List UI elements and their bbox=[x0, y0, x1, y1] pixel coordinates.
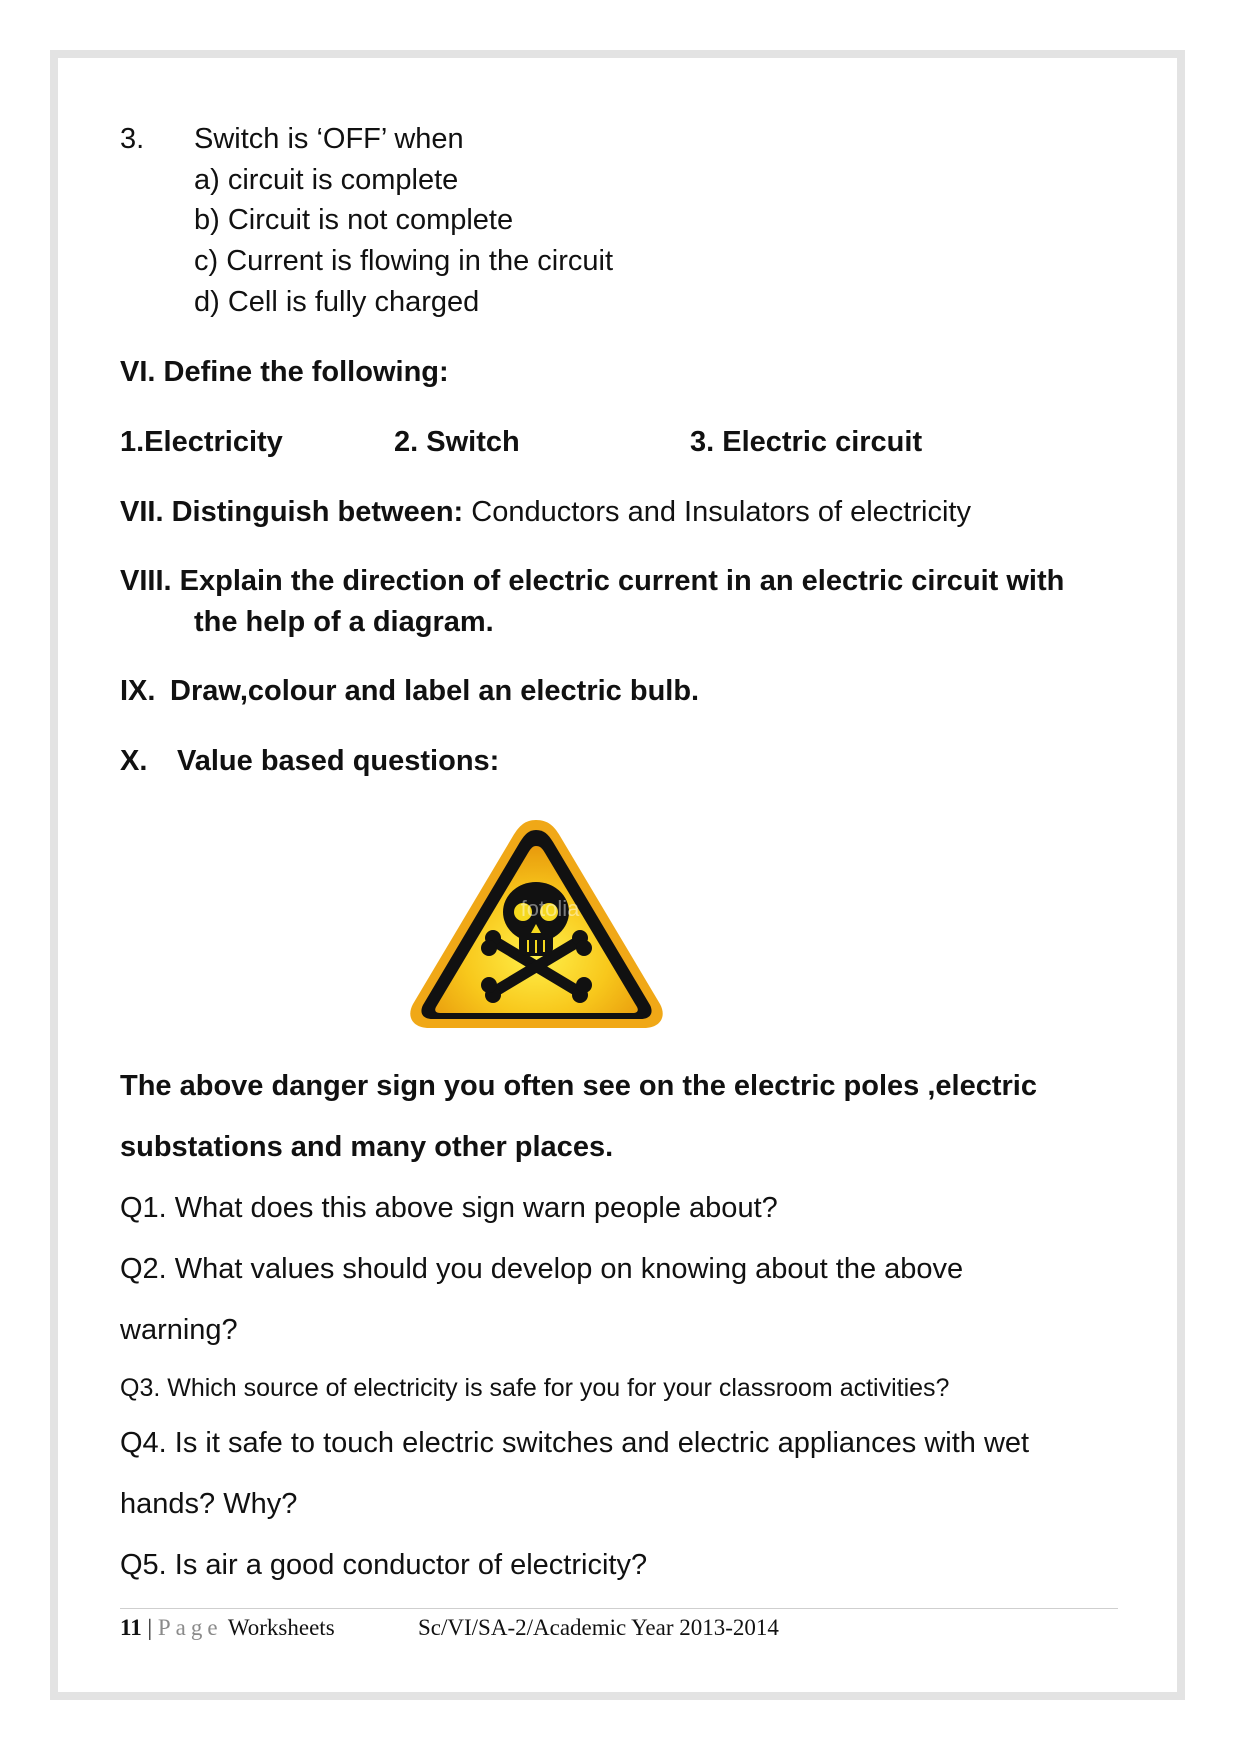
footer-reference: Sc/VI/SA-2/Academic Year 2013-2014 bbox=[418, 1615, 779, 1640]
option-d: d) Cell is fully charged bbox=[194, 286, 480, 318]
skull-crossbones-warning-icon bbox=[404, 814, 669, 1034]
question-q4-line1: Q4. Is it safe to touch electric switches and electric appliances with wet bbox=[120, 1427, 1030, 1459]
section-vi-heading: VI. Define the following: bbox=[120, 356, 449, 388]
page-number: 11 bbox=[120, 1615, 142, 1640]
footer-doc-title: Worksheets bbox=[227, 1615, 335, 1640]
watermark-text: fotolia bbox=[520, 896, 580, 921]
option-a: a) circuit is complete bbox=[194, 164, 459, 196]
intro-line2: substations and many other places. bbox=[120, 1131, 614, 1163]
section-viii-line1: VIII. Explain the direction of electric current in an electric circuit with bbox=[120, 565, 1065, 597]
option-b: b) Circuit is not complete bbox=[194, 204, 514, 236]
section-vii-label: VII. Distinguish between: bbox=[120, 496, 464, 528]
define-item-electric-circuit: 3. Electric circuit bbox=[690, 426, 923, 458]
question-q3: Q3. Which source of electricity is safe for you for your classroom activities? bbox=[120, 1374, 950, 1402]
section-vii bbox=[120, 495, 971, 529]
footer-rule bbox=[120, 1608, 1118, 1609]
option-c: c) Current is flowing in the circuit bbox=[194, 245, 614, 277]
question-q4-line2: hands? Why? bbox=[120, 1488, 298, 1520]
section-ix-number: IX. bbox=[120, 675, 156, 707]
section-x-text: Value based questions: bbox=[177, 745, 500, 777]
question-stem: Switch is ‘OFF’ when bbox=[194, 123, 464, 155]
intro-line1: The above danger sign you often see on the electric poles ,electric bbox=[120, 1070, 1037, 1102]
page-word: Page bbox=[157, 1615, 223, 1640]
question-number: 3. bbox=[120, 123, 145, 155]
define-item-switch: 2. Switch bbox=[394, 426, 520, 458]
question-q1: Q1. What does this above sign warn people about? bbox=[120, 1192, 778, 1224]
define-item-electricity: 1.Electricity bbox=[120, 426, 283, 458]
footer-page-info bbox=[120, 1614, 335, 1642]
question-q2-line2: warning? bbox=[120, 1314, 238, 1346]
question-q5: Q5. Is air a good conductor of electricity? bbox=[120, 1549, 648, 1581]
question-q2-line1: Q2. What values should you develop on knowing about the above bbox=[120, 1253, 964, 1285]
section-x-number: X. bbox=[120, 745, 148, 777]
section-vii-text: Conductors and Insulators of electricity bbox=[463, 496, 971, 528]
section-viii-line2: the help of a diagram. bbox=[194, 606, 494, 638]
section-ix-text: Draw,colour and label an electric bulb. bbox=[170, 675, 700, 707]
footer-separator: | bbox=[147, 1615, 153, 1640]
